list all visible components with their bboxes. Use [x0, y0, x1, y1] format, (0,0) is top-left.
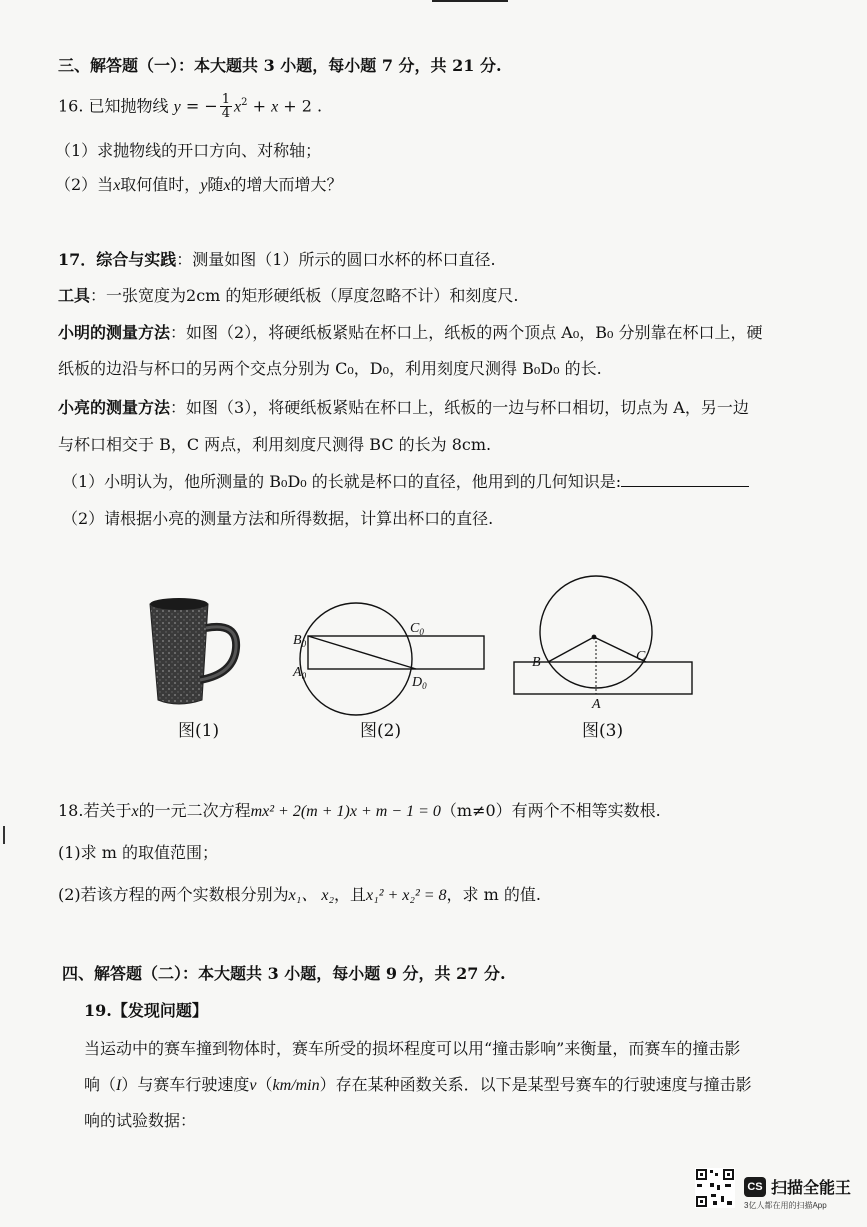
section4-header: 四、解答题（二）：本大题共 3 小题，每小题 9 分，共 27 分.: [62, 964, 506, 983]
q17-part1: （1）小明认为，他所测量的 B₀D₀ 的长就是杯口的直径，他用到的几何知识是:: [62, 471, 749, 493]
qr-code-icon: [695, 1168, 735, 1208]
q16-stem: 16. 已知抛物线 y = − $\frac{1}{4}$ $x^2 + x + 2$ .: [58, 92, 323, 122]
q18-part2: (2)若该方程的两个实数根分别为x₁、 x₂，且x₁² + x₂² = 8，求 m 的值.: [58, 885, 541, 904]
top-edge-bar: [432, 0, 508, 2]
section3-header: 三、解答题（一）：本大题共 3 小题，每小题 7 分，共 21 分.: [58, 56, 502, 75]
q16-part1: （1）求抛物线的开口方向、对称轴；: [55, 141, 322, 160]
q18-stem: 18.若关于x的一元二次方程mx² + 2(m + 1)x + m − 1 = 0（m≠0）有两个不相等实数根.: [58, 801, 661, 820]
figure-2-diagram: [286, 594, 491, 724]
camscanner-app-name: 扫描全能王: [771, 1180, 852, 1197]
scan-edge-mark: [3, 826, 5, 844]
camscanner-tagline: 3亿人都在用的扫描App: [744, 1201, 827, 1210]
q19-title: 19.【发现问题】: [84, 1001, 208, 1020]
q16-part2: （2）当x取何值时，y随x的增大而增大？: [55, 175, 343, 194]
q17-tool: 工具：一张宽度为2cm 的矩形硬纸板（厚度忽略不计）和刻度尺.: [58, 286, 519, 305]
q19-line2: 响（I）与赛车行驶速度v（km/min）存在某种函数关系．以下是某型号赛车的行驶速度与撞击影: [84, 1075, 752, 1094]
figure-3-diagram: [508, 560, 698, 712]
q18-part1: (1)求 m 的取值范围；: [58, 843, 219, 862]
figure-3-caption: 图(3): [582, 721, 624, 741]
q17-part2: （2）请根据小亮的测量方法和所得数据，计算出杯口的直径.: [62, 509, 494, 528]
label-b0: $B_0$: [293, 633, 307, 649]
label-a: A: [592, 697, 601, 712]
label-a0: $A_0$: [293, 665, 307, 681]
q17-liang-method-line2: 与杯口相交于 B，C 两点，利用刻度尺测得 BC 的长为 8cm.: [58, 435, 492, 454]
q19-line1: 当运动中的赛车撞到物体时，赛车所受的损坏程度可以用“撞击影响”来衡量，而赛车的撞击影: [84, 1039, 741, 1058]
label-b: B: [532, 655, 541, 670]
q18-equation: mx² + 2(m + 1)x + m − 1 = 0: [250, 803, 441, 820]
fraction-one-quarter: $\frac{1}{4}$: [221, 92, 231, 122]
q17-liang-method: 小亮的测量方法：如图（3），将硬纸板紧贴在杯口上，纸板的一边与杯口相切，切点为 A，另一边: [58, 398, 749, 417]
q17-ming-method-line2: 纸板的边沿与杯口的另两个交点分别为 C₀，D₀，利用刻度尺测得 B₀D₀ 的长.: [58, 359, 602, 378]
label-c: C: [636, 649, 646, 664]
figure-1-caption: 图(1): [178, 721, 220, 741]
label-d0: $D_0$: [412, 675, 427, 691]
figure-2-caption: 图(2): [360, 721, 402, 741]
camscanner-logo-icon: CS: [744, 1177, 766, 1197]
figure-1-cup: [138, 592, 248, 710]
label-c0: $C_0$: [410, 621, 424, 637]
q17-title: 17．综合与实践：测量如图（1）所示的圆口水杯的杯口直径.: [58, 250, 496, 269]
q19-line3: 响的试验数据：: [84, 1111, 197, 1130]
q17-ming-method: 小明的测量方法：如图（2），将硬纸板紧贴在杯口上，纸板的两个顶点 A₀，B₀ 分别靠在杯口上，硬: [58, 323, 763, 342]
answer-blank: [621, 472, 749, 487]
